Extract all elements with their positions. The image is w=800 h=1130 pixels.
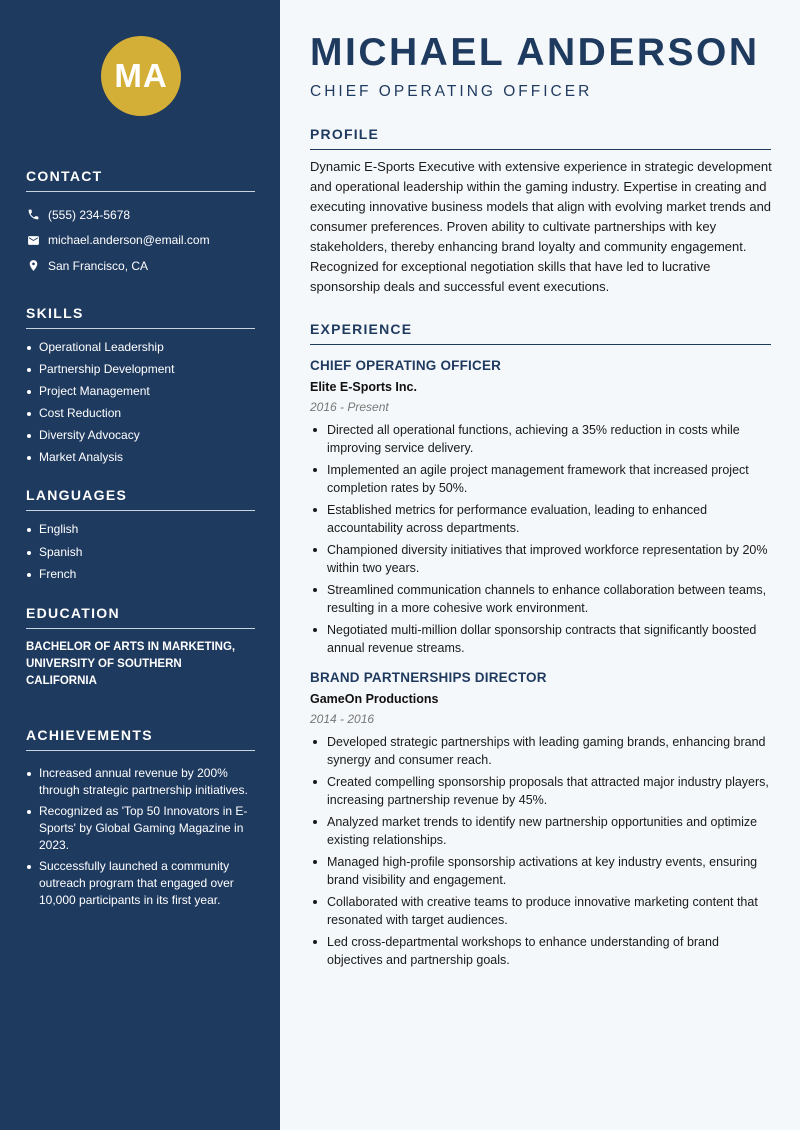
job-bullet: Analyzed market trends to identify new partnership opportunities and optimize existing relationships. bbox=[310, 813, 772, 849]
skill-item: Cost Reduction bbox=[26, 405, 255, 422]
contact-list bbox=[26, 202, 255, 279]
contact-phone bbox=[26, 202, 255, 228]
skill-item: Operational Leadership bbox=[26, 339, 255, 356]
skill-item: Partnership Development bbox=[26, 361, 255, 378]
job-entry bbox=[310, 358, 771, 657]
candidate-name: MICHAEL ANDERSON bbox=[310, 31, 760, 74]
main-content bbox=[280, 0, 800, 1130]
sidebar bbox=[0, 0, 280, 1130]
experience-heading: EXPERIENCE bbox=[310, 321, 771, 345]
mail-icon bbox=[26, 233, 40, 247]
skills-section bbox=[26, 305, 255, 467]
job-dates: 2016 - Present bbox=[310, 400, 389, 414]
skills-heading: SKILLS bbox=[26, 305, 255, 329]
achievements-heading: ACHIEVEMENTS bbox=[26, 727, 255, 751]
experience-section bbox=[310, 321, 771, 969]
job-bullets bbox=[310, 421, 771, 657]
achievement-item: Recognized as 'Top 50 Innovators in E-Sports' by Global Gaming Magazine in 2023. bbox=[26, 803, 255, 854]
location-pin-icon bbox=[26, 259, 40, 273]
phone-text[interactable]: (555) 234-5678 bbox=[48, 207, 131, 222]
languages-section bbox=[26, 487, 255, 582]
skills-list bbox=[26, 339, 255, 467]
phone-icon bbox=[26, 208, 40, 222]
language-item: Spanish bbox=[26, 544, 255, 561]
job-bullets bbox=[310, 733, 771, 969]
language-item: English bbox=[26, 521, 255, 538]
job-entry bbox=[310, 670, 771, 969]
avatar: MA bbox=[101, 36, 181, 116]
job-bullet: Collaborated with creative teams to produce innovative marketing content that resonated with target audiences. bbox=[310, 893, 772, 929]
education-heading: EDUCATION bbox=[26, 605, 255, 629]
location-text: San Francisco, CA bbox=[48, 258, 149, 273]
profile-heading: PROFILE bbox=[310, 126, 771, 150]
job-bullet: Established metrics for performance evaluation, leading to enhanced accountability across departments. bbox=[310, 501, 772, 537]
education-section bbox=[26, 605, 255, 690]
skill-item: Project Management bbox=[26, 383, 255, 400]
job-bullet: Created compelling sponsorship proposals that attracted major industry players, increasing partnership revenue by 45%. bbox=[310, 773, 772, 809]
email-text[interactable]: michael.anderson@email.com bbox=[48, 233, 210, 248]
job-company: Elite E-Sports Inc. bbox=[310, 380, 417, 394]
job-title: CHIEF OPERATING OFFICER bbox=[310, 358, 502, 373]
languages-heading: LANGUAGES bbox=[26, 487, 255, 511]
contact-email bbox=[26, 228, 255, 254]
achievement-item: Successfully launched a community outreach program that engaged over 10,000 participants in its first year. bbox=[26, 858, 255, 909]
job-bullet: Negotiated multi-million dollar sponsorship contracts that significantly boosted annual revenue streams. bbox=[310, 621, 772, 657]
achievements-list bbox=[26, 765, 255, 909]
skill-item: Diversity Advocacy bbox=[26, 427, 255, 444]
job-company: GameOn Productions bbox=[310, 692, 439, 706]
job-title: BRAND PARTNERSHIPS DIRECTOR bbox=[310, 670, 547, 685]
job-bullet: Streamlined communication channels to enhance collaboration between teams, resulting in a more cohesive work environment. bbox=[310, 581, 772, 617]
job-bullet: Directed all operational functions, achieving a 35% reduction in costs while improving service delivery. bbox=[310, 421, 772, 457]
job-bullet: Led cross-departmental workshops to enhance understanding of brand objectives and partnership goals. bbox=[310, 933, 772, 969]
languages-list bbox=[26, 521, 255, 582]
contact-section bbox=[26, 168, 255, 279]
job-bullet: Managed high-profile sponsorship activations at key industry events, ensuring brand visibility and engagement. bbox=[310, 853, 772, 889]
job-bullet: Implemented an agile project management framework that increased project completion rates by 50%. bbox=[310, 461, 772, 497]
skill-item: Market Analysis bbox=[26, 449, 255, 466]
achievement-item: Increased annual revenue by 200% through strategic partnership initiatives. bbox=[26, 765, 255, 799]
education-degree: BACHELOR OF ARTS IN MARKETING, UNIVERSITY OF SOUTHERN CALIFORNIA bbox=[26, 640, 236, 687]
profile-section bbox=[310, 126, 771, 297]
contact-heading: CONTACT bbox=[26, 168, 255, 192]
job-bullet: Developed strategic partnerships with leading gaming brands, enhancing brand synergy and consumer reach. bbox=[310, 733, 772, 769]
language-item: French bbox=[26, 566, 255, 583]
contact-location bbox=[26, 253, 255, 279]
job-bullet: Championed diversity initiatives that improved workforce representation by 20% within two years. bbox=[310, 541, 772, 577]
job-dates: 2014 - 2016 bbox=[310, 712, 375, 726]
profile-text: Dynamic E-Sports Executive with extensive experience in strategic development and operational leadership within the gaming industry. Expertise in creating and executing innovative business models that align with evolving market trends and consumer preferences. Proven ability to cultivate partnerships with key stakeholders, thereby enhancing brand loyalty and community engagement. Recognized for exceptional negotiation skills that have led to lucrative sponsorship deals and successful event executions. bbox=[310, 159, 772, 294]
candidate-title: CHIEF OPERATING OFFICER bbox=[310, 83, 593, 100]
achievements-section bbox=[26, 727, 255, 909]
